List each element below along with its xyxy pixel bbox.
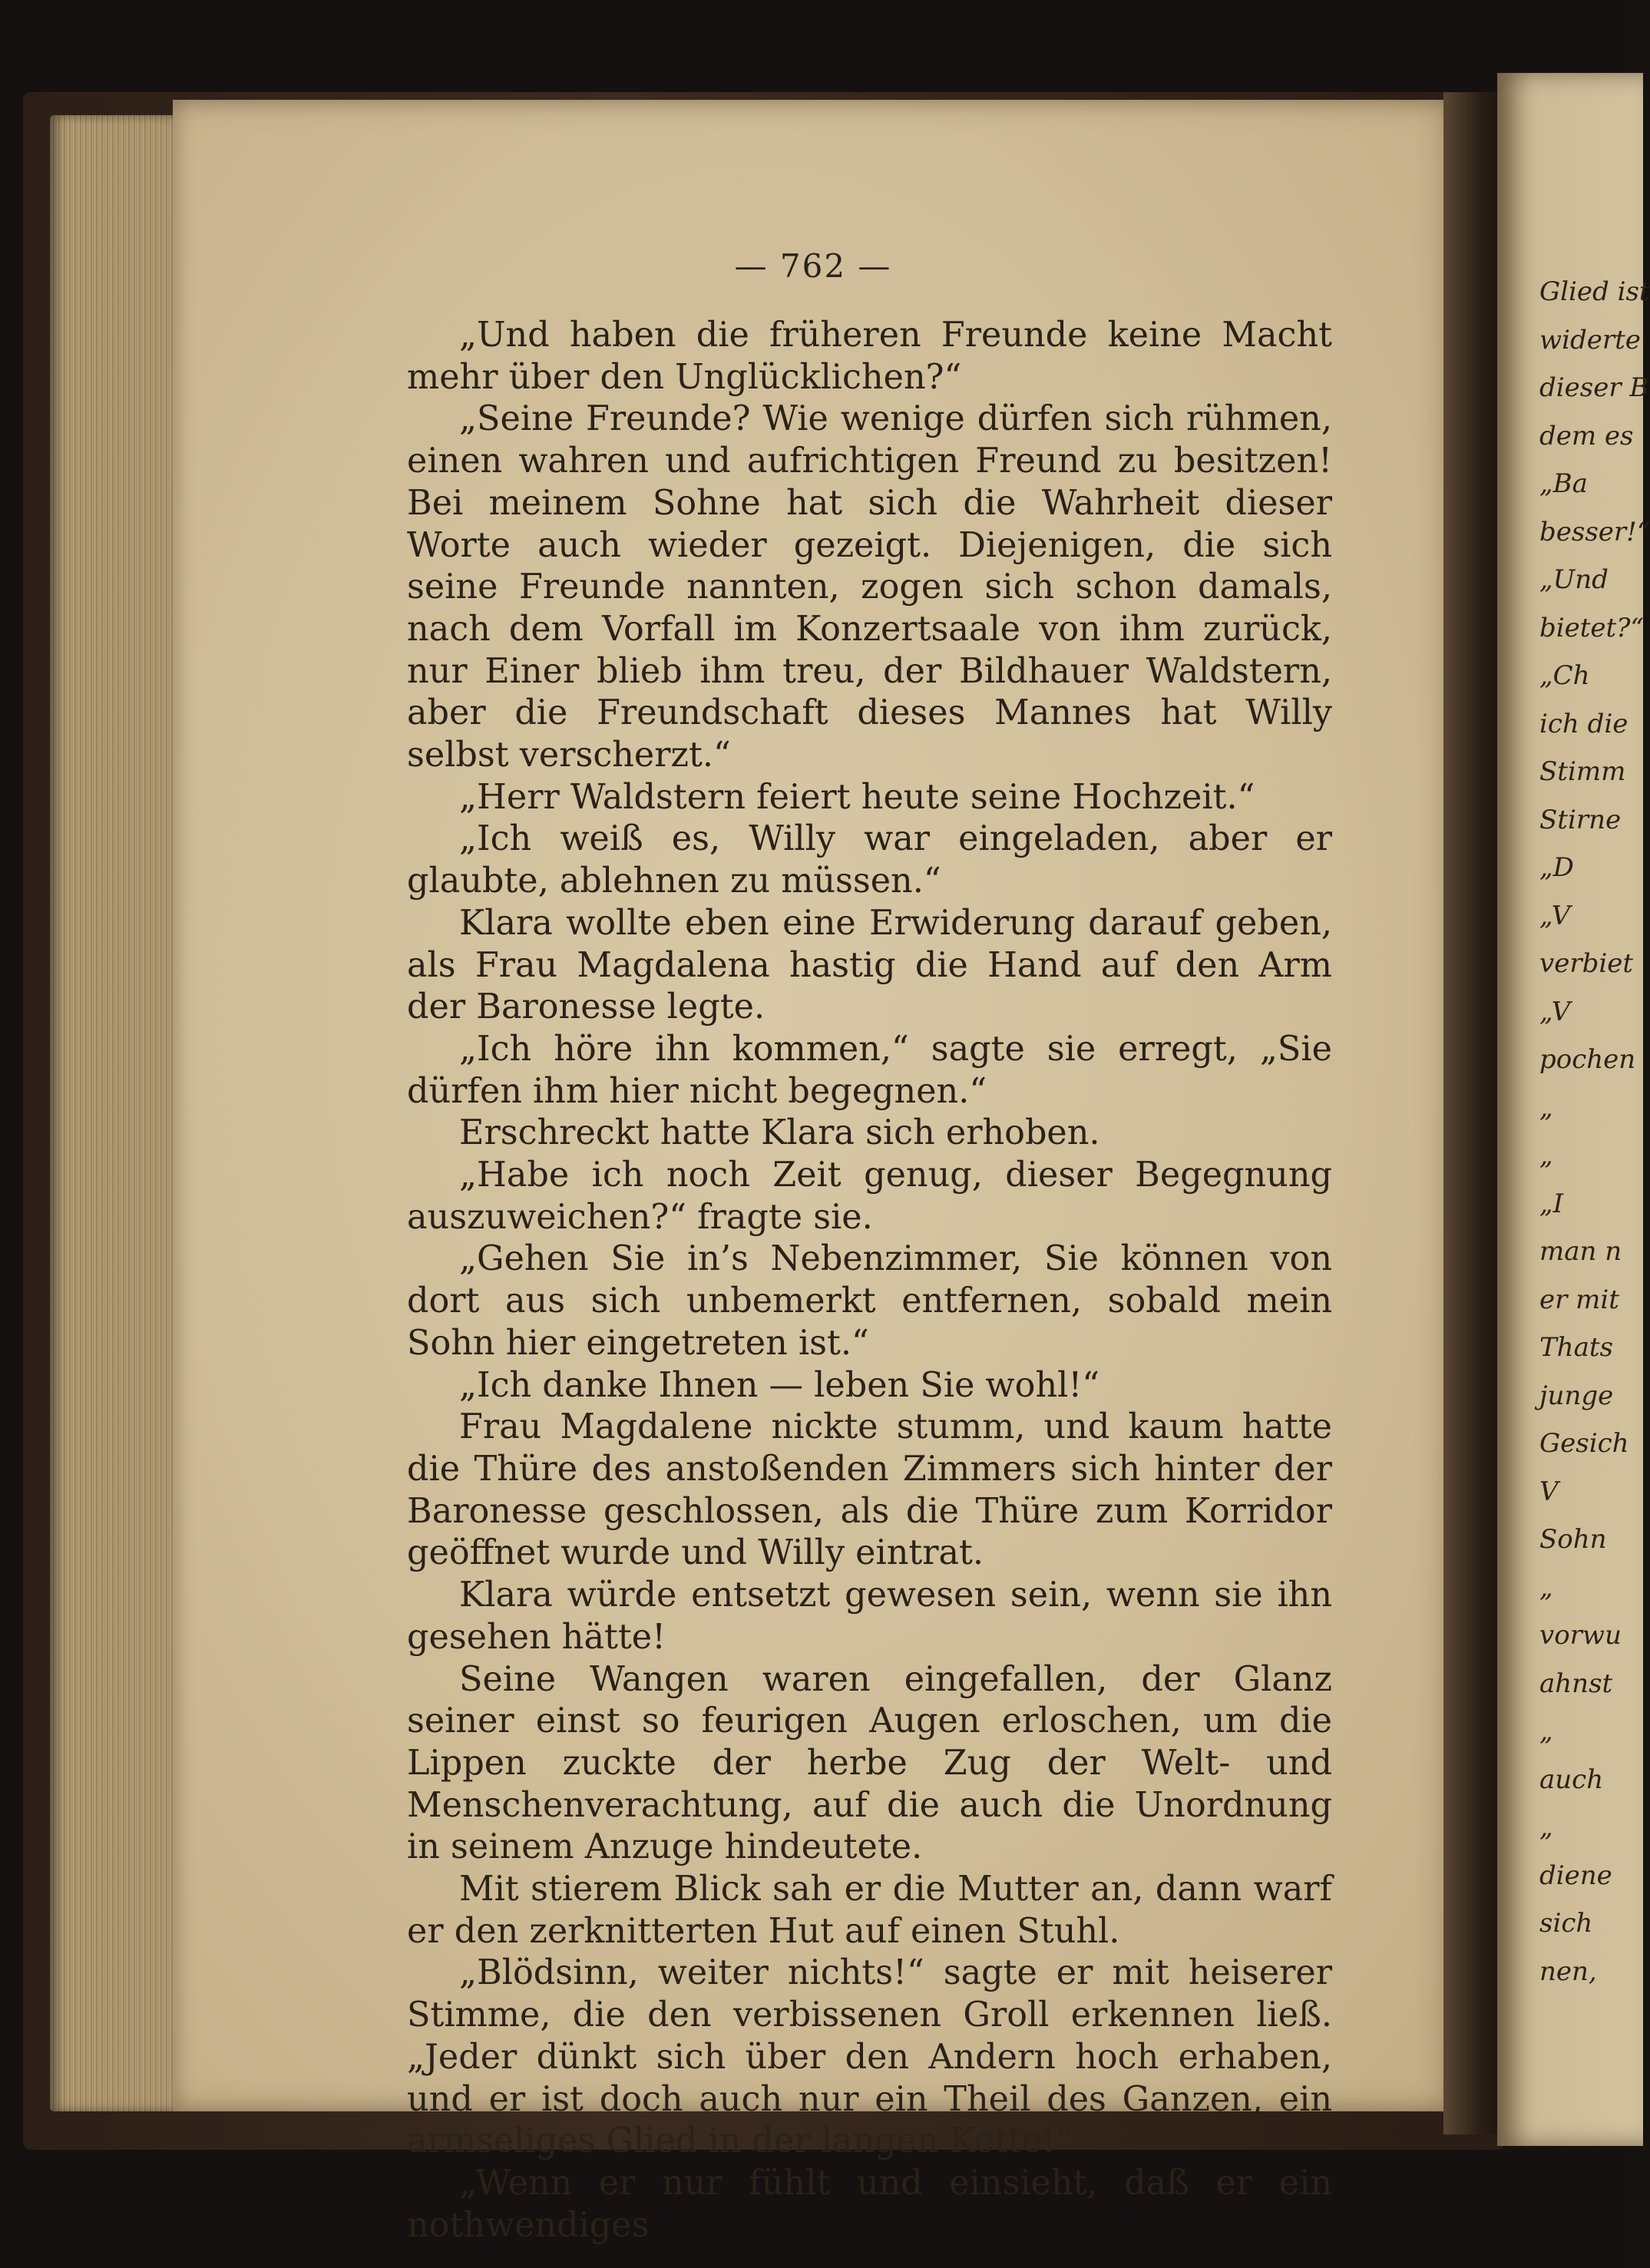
facing-page-fragment: ich die xyxy=(1539,708,1629,739)
facing-page-fragment: „ xyxy=(1539,1572,1553,1603)
facing-page-fragment: Stimm xyxy=(1539,756,1626,787)
facing-page-fragment: „ xyxy=(1539,1716,1553,1747)
paragraph: Frau Magdalene nickte stumm, und kaum hatte die Thüre des anstoßenden Zimmers sich hinter der Baronesse geschlossen, als die Thüre zum Korridor geöffnet wurde und Willy eintrat. xyxy=(407,1407,1332,1573)
facing-page-fragment: verbiet xyxy=(1539,948,1634,979)
facing-page-fragment: nen, xyxy=(1539,1956,1597,1987)
paragraph: Erschreckt hatte Klara sich erhoben. xyxy=(459,1113,1100,1153)
book-gutter xyxy=(1443,92,1505,2134)
facing-page-fragment: auch xyxy=(1539,1764,1604,1795)
facing-page-fragment: Sohn xyxy=(1539,1524,1607,1555)
paragraph: „Habe ich noch Zeit genug, dieser Begegnung auszuweichen?“ fragte sie. xyxy=(407,1155,1332,1237)
facing-page-fragment: bietet?“ xyxy=(1539,612,1644,643)
facing-page-fragment: ahnst xyxy=(1539,1668,1613,1699)
paragraph: „Blödsinn, weiter nichts!“ sagte er mit heiserer Stimme, die den verbissenen Groll erkennen ließ. „Jeder dünkt sich über den Andern hoch erhaben, und er ist doch auch nur ein Theil des Ganzen, ein armseliges Glied in der langen Kette!“ xyxy=(407,1953,1332,2161)
facing-page-fragment: dieser B xyxy=(1539,372,1649,403)
paragraph: „Ich höre ihn kommen,“ sagte sie erregt, „Sie dürfen ihm hier nicht begegnen.“ xyxy=(407,1029,1332,1111)
facing-page-fragment: „Ch xyxy=(1539,660,1590,691)
facing-page-fragment: „ xyxy=(1539,1092,1553,1123)
facing-page-fragment: „I xyxy=(1539,1188,1564,1219)
facing-page-fragment: pochen xyxy=(1539,1044,1636,1075)
facing-page-fragment: Stirne xyxy=(1539,804,1622,835)
facing-page-fragment: vorwu xyxy=(1539,1620,1622,1651)
paragraph: „Ich weiß es, Willy war eingeladen, aber er glaubte, ablehnen zu müssen.“ xyxy=(407,819,1332,901)
facing-page-fragment: widerte xyxy=(1539,324,1641,355)
paragraph: Klara wollte eben eine Erwiderung darauf geben, als Frau Magdalena hastig die Hand auf den Arm der Baronesse legte. xyxy=(407,903,1332,1027)
facing-page-fragment: „Und xyxy=(1539,564,1609,595)
facing-page-fragment: Glied ist xyxy=(1539,276,1650,307)
facing-page-fragment: V xyxy=(1539,1476,1559,1507)
page-text xyxy=(407,315,1332,2247)
facing-page-fragment: Thats xyxy=(1539,1332,1613,1363)
facing-page-fragment: dem es xyxy=(1539,420,1634,451)
facing-page-fragment: „D xyxy=(1539,852,1574,883)
paragraph: „Wenn er nur fühlt und einsieht, daß er ein nothwendiges xyxy=(407,2163,1332,2245)
page-edges xyxy=(50,115,180,2111)
facing-page-fragment: „ xyxy=(1539,1812,1553,1843)
facing-page-fragment: „ xyxy=(1539,1140,1553,1171)
paragraph: „Gehen Sie in’s Nebenzimmer, Sie können von dort aus sich unbemerkt entfernen, sobald mein Sohn hier eingetreten ist.“ xyxy=(407,1239,1332,1363)
facing-page-fragment: besser!“ xyxy=(1539,516,1650,547)
facing-page-fragment: „V xyxy=(1539,996,1571,1027)
paragraph: Seine Wangen waren eingefallen, der Glanz seiner einst so feurigen Augen erloschen, um die Lippen zuckte der herbe Zug der Welt- und Menschenverachtung, auf die auch die Unordnung in seinem Anzuge hindeutete. xyxy=(407,1659,1332,1867)
paragraph: Mit stierem Blick sah er die Mutter an, dann warf er den zerknitterten Hut auf einen Stuhl. xyxy=(407,1870,1332,1951)
paragraph: „Herr Waldstern feiert heute seine Hochzeit.“ xyxy=(459,777,1255,817)
facing-page-fragment: junge xyxy=(1539,1380,1614,1411)
facing-page-fragment: man n xyxy=(1539,1236,1622,1267)
paragraph: Klara würde entsetzt gewesen sein, wenn sie ihn gesehen hätte! xyxy=(407,1575,1332,1657)
paragraph: „Ich danke Ihnen — leben Sie wohl!“ xyxy=(459,1365,1099,1405)
facing-page-fragment: sich xyxy=(1539,1908,1593,1939)
facing-page-fragment: Gesich xyxy=(1539,1428,1629,1459)
facing-page-fragment: „V xyxy=(1539,900,1571,931)
facing-page-fragment: er mit xyxy=(1539,1284,1619,1315)
paragraph: „Und haben die früheren Freunde keine Macht mehr über den Unglücklichen?“ xyxy=(407,316,1332,397)
facing-page-fragment: diene xyxy=(1539,1860,1612,1891)
page-number: — 762 — xyxy=(734,247,892,285)
paragraph: „Seine Freunde? Wie wenige dürfen sich rühmen, einen wahren und aufrichtigen Freund zu besitzen! Bei meinem Sohne hat sich die Wahrheit dieser Worte auch wieder gezeigt. Diejenigen, die sich seine Freunde nannten, zogen sich schon damals, nach dem Vorfall im Konzertsaale von ihm zurück, nur Einer blieb ihm treu, der Bildhauer Waldstern, aber die Freundschaft dieses Mannes hat Willy selbst verscherzt.“ xyxy=(407,399,1332,775)
facing-page-fragment: „Ba xyxy=(1539,468,1588,499)
